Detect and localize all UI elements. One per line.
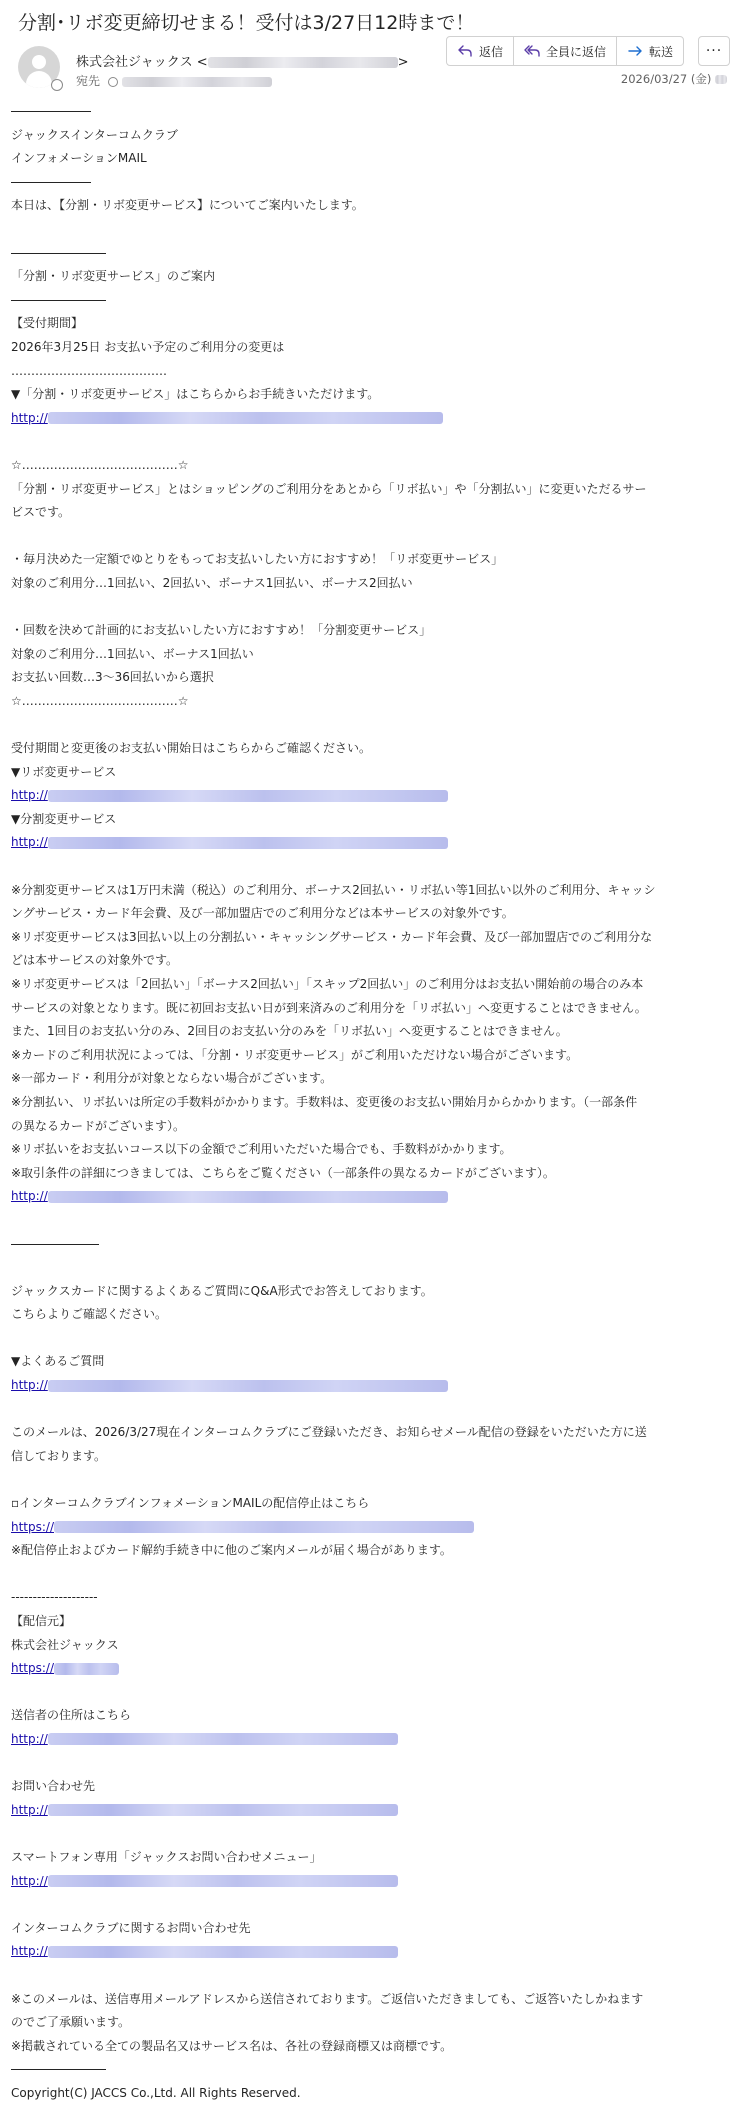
body-text: スマートフォン専用「ジャックスお問い合わせメニュー」 [11,1849,322,1864]
recipient-line [76,72,272,89]
divider-line [11,100,726,124]
body-text: インターコムクラブに関するお問い合わせ先 [11,1920,251,1935]
email-body [11,100,726,2105]
blank-line [11,713,726,737]
blank-line [11,1398,726,1422]
body-link-line [11,1870,726,1894]
body-text: 受付期間と変更後のお支払い開始日はこちらからご確認ください。 [11,741,372,756]
body-text: 2026年3月25日 お支払い予定のご利用分の変更は [11,339,285,354]
time-redacted [715,75,727,84]
body-text: 送信者の住所はこちら [11,1708,132,1723]
link-prefix: https:// [11,1519,55,1534]
divider-line [11,242,726,266]
body-text: ※このメールは、送信専用メールアドレスから送信されております。ご返信いただきましても、ご返答いたしかねます [11,1991,644,2006]
divider-line [11,289,726,313]
divider [11,300,106,301]
blank-line [11,1681,726,1705]
reply-all-label: 全員に返信 [546,44,607,59]
blank-line [11,1563,726,1587]
blank-line [11,1256,726,1280]
sender-name: 株式会社ジャックス < [76,55,208,70]
body-link[interactable] [11,1378,448,1392]
blank-line [11,855,726,879]
body-link-line [11,1185,726,1209]
body-text: 「分割・リボ変更サービス」のご案内 [11,269,216,284]
divider-line [11,2058,726,2082]
sender-line[interactable] [76,51,409,70]
blank-line [11,1468,726,1492]
body-text: ▼分割変更サービス [11,811,117,826]
redacted-url [48,1804,398,1816]
reply-button[interactable] [447,37,514,65]
divider [11,111,91,112]
link-prefix: http:// [11,835,48,850]
blank-line [11,525,726,549]
avatar-shoulders-shape [26,71,52,88]
forward-arrow-icon [627,43,643,59]
body-text: ☆…………………………………☆ [11,693,189,708]
email-subject: 分割･リボ変更締切せまる！受付は3/27日12時まで！ [18,12,475,34]
body-link-line [11,1657,726,1681]
body-text: 対象のご利用分…1回払い、ボーナス1回払い [11,646,254,661]
body-link[interactable] [11,411,443,425]
body-link-line [11,407,726,431]
link-prefix: http:// [11,1378,48,1393]
divider [11,253,106,254]
body-link-line [11,1940,726,1964]
body-text: お支払い回数…3～36回払いから選択 [11,670,214,685]
body-text: 対象のご利用分…1回払い、2回払い、ボーナス1回払い、ボーナス2回払い [11,575,413,590]
body-text: の異なるカードがございます）。 [11,1118,186,1133]
link-prefix: http:// [11,788,48,803]
body-text: ※分割払い、リボ払いは所定の手数料がかかります。手数料は、変更後のお支払い開始月からかかります。（一部条件 [11,1094,638,1109]
body-link-line [11,784,726,808]
body-link-line [11,831,726,855]
body-text: ※分割変更サービスは1万円未満（税込）のご利用分、ボーナス2回払い・リボ払い等1回払い以外のご利用分、キャッシ [11,882,656,897]
blank-line [11,218,726,242]
sender-suffix: > [397,55,409,70]
body-text: サービスの対象となります。既に初回お支払い日が到来済みのご利用分を「リボ払い」へ変更することはできません。 [11,1000,647,1015]
body-text: ジャックスカードに関するよくあるご質問にQ&A形式でお答えしております。 [11,1283,433,1298]
body-text: ングサービス・カード年会費、及び一部加盟店でのご利用分などは本サービスの対象外です。 [11,906,514,921]
body-link[interactable] [11,1189,448,1203]
to-label: 宛先 [76,74,101,88]
divider [11,182,91,183]
body-link[interactable] [11,835,448,849]
reply-all-button[interactable] [514,37,617,65]
date-text: 2026/03/27 (金) [620,72,712,86]
body-text: ▫インターコムクラブインフォメーションMAILの配信停止はこちら [11,1496,370,1511]
redacted-url [48,1191,448,1203]
sender-address-redacted [208,57,398,68]
forward-button[interactable] [617,37,683,65]
blank-line [11,1964,726,1988]
body-text: 【受付期間】 [11,316,84,331]
avatar-head-shape [32,55,46,69]
email-date [621,71,727,87]
body-text: ※カードのご利用状況によっては、「分割・リボ変更サービス」がご利用いただけない場合がございます。 [11,1047,579,1062]
body-text: ………………………………… [11,363,167,378]
body-link[interactable] [11,1874,398,1888]
body-link-line [11,1516,726,1540]
body-text: のでご了承願います。 [11,2015,131,2030]
redacted-url [48,837,448,849]
body-text: 信しております。 [11,1448,107,1463]
body-text: こちらよりご確認ください。 [11,1307,168,1322]
body-link-line [11,1728,726,1752]
link-prefix: https:// [11,1661,55,1676]
blank-line [11,1327,726,1351]
link-prefix: http:// [11,1731,48,1746]
blank-line [11,595,726,619]
redacted-url [48,790,448,802]
message-action-bar [446,36,684,66]
body-text: ジャックスインターコムクラブ [11,127,178,142]
body-text: このメールは、2026/3/27現在インターコムクラブにご登録いただき、お知らせメール配信の登録をいただいた方に送 [11,1425,647,1440]
presence-status-icon [51,79,63,91]
body-text: 本日は、【分割・リボ変更サービス】についてご案内いたします。 [11,198,364,213]
redacted-url [48,1946,398,1958]
divider-line [11,1233,726,1257]
body-text: ※リボ変更サービスは「2回払い」「ボーナス2回払い」「スキップ2回払い」のご利用分はお支払い開始前の場合のみ本 [11,976,644,991]
more-icon: ··· [705,43,723,59]
body-link[interactable] [11,1520,474,1534]
blank-line [11,1752,726,1776]
body-text: また、1回目のお支払い分のみ、2回目のお支払い分のみを「リボ払い」へ変更することはできません。 [11,1024,568,1039]
body-text: ※リボ変更サービスは3回払い以上の分割払い・キャッシングサービス・カード年会費、及び一部加盟店でのご利用分な [11,929,653,944]
recipient-presence-icon [108,77,118,87]
redacted-url [48,1380,448,1392]
body-text: ※掲載されている全ての製品名又はサービス名は、各社の登録商標又は商標です。 [11,2038,453,2053]
redacted-url [54,1663,119,1675]
redacted-url [54,1521,474,1533]
blank-line [11,1209,726,1233]
body-text: 【配信元】 [11,1614,72,1628]
body-text: インフォメーションMAIL [11,151,147,166]
redacted-url [48,412,443,424]
body-link-line [11,1374,726,1398]
body-text: どは本サービスの対象外です。 [11,953,179,968]
redacted-url [48,1733,398,1745]
body-link-line [11,1799,726,1823]
body-text: ※配信停止およびカード解約手続き中に他のご案内メールが届く場合があります。 [11,1543,452,1558]
body-text: お問い合わせ先 [11,1779,96,1794]
reply-label: 返信 [479,44,504,59]
body-text: 「分割・リボ変更サービス」とはショッピングのご利用分をあとから「リボ払い」や「分割払い」に変更いただるサー [11,481,647,496]
body-link[interactable] [11,1803,398,1817]
link-prefix: http:// [11,410,48,425]
body-text: ▼「分割・リボ変更サービス」はこちらからお手続きいただけます。 [11,387,380,402]
divider [11,1244,99,1245]
divider [11,2069,106,2070]
body-text: ☆…………………………………☆ [11,457,189,472]
redacted-url [48,1875,398,1887]
body-text: ※取引条件の詳細につきましては、こちらをご覧ください（一部条件の異なるカードがございます）。 [11,1165,555,1180]
reply-icon [457,43,473,59]
body-link[interactable] [11,1944,398,1958]
forward-label: 転送 [649,44,674,59]
link-prefix: http:// [11,1802,48,1817]
body-text: ※リボ払いをお支払いコース以下の金額でご利用いただいた場合でも、手数料がかかります。 [11,1142,512,1157]
blank-line [11,1893,726,1917]
body-link[interactable] [11,1661,119,1675]
body-link[interactable] [11,1732,398,1746]
body-text: -------------------- [11,1590,98,1605]
blank-line [11,1822,726,1846]
body-text: ビスです。 [11,505,71,520]
body-text: ・回数を決めて計画的にお支払いしたい方におすすめ！「分割変更サービス」 [11,623,432,638]
body-text: ▼よくあるご質問 [11,1354,105,1369]
link-prefix: http:// [11,1873,48,1888]
link-prefix: http:// [11,1189,48,1204]
body-text: 株式会社ジャックス [11,1637,119,1652]
body-link[interactable] [11,788,448,802]
link-prefix: http:// [11,1944,48,1959]
reply-all-icon [524,43,540,59]
body-text: Copyright(C) JACCS Co.,Ltd. All Rights Reserved. [11,2085,301,2100]
body-text: ※一部カード・利用分が対象とならない場合がございます。 [11,1071,333,1086]
divider-line [11,171,726,195]
body-text: ▼リボ変更サービス [11,764,117,779]
blank-line [11,430,726,454]
recipient-address-redacted[interactable] [122,77,272,87]
more-actions-button[interactable] [698,36,730,66]
body-text: ・毎月決めた一定額でゆとりをもってお支払いしたい方におすすめ！「リボ変更サービス」 [11,552,504,567]
